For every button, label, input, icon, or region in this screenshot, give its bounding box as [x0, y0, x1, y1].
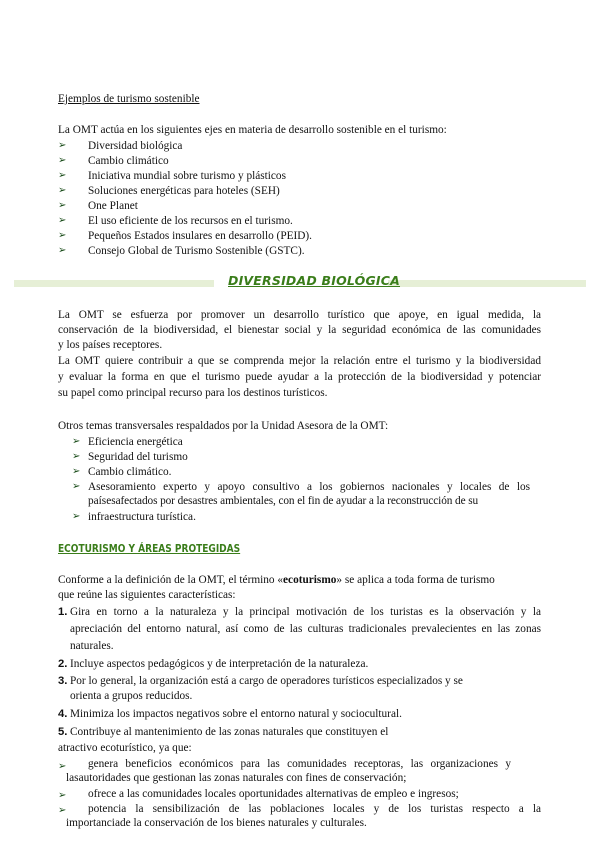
list-item: Consejo Global de Turismo Sostenible (GSTC). [88, 245, 305, 257]
list-item: Cambio climático. [88, 466, 172, 478]
examples-heading: Ejemplos de turismo sostenible [58, 93, 200, 105]
bullet-arrow-icon: ➢ [58, 761, 67, 772]
list-item: Soluciones energéticas para hoteles (SEH) [88, 185, 280, 197]
list-item: Seguridad del turismo [88, 451, 188, 463]
list-item: Diversidad biológica [88, 140, 183, 152]
item-number: 5. [58, 726, 68, 738]
item-number: 4. [58, 708, 68, 720]
bullet-arrow-icon: ➢ [58, 230, 67, 241]
bullet-arrow-icon: ➢ [72, 451, 81, 462]
bullet-arrow-icon: ➢ [58, 140, 67, 151]
paragraph-line: su papel como principal recurso para los destinos turísticos. [58, 387, 328, 399]
intro-text: La OMT actúa en los siguientes ejes en materia de desarrollo sostenible en el turismo: [58, 124, 447, 136]
paragraph-line: y los países receptores. [58, 339, 163, 351]
list-item-continued: atractivo ecoturístico, ya que: [58, 742, 192, 754]
item-number: 1. [58, 606, 68, 618]
list-item-continued: apreciación del entorno natural, así como de las culturas tradicionales prevalecientes en las zonas [70, 623, 541, 635]
list-item: Por lo general, la organización está a cargo de operadores turísticos especializados y se [70, 675, 463, 687]
item-number: 3. [58, 675, 68, 687]
title-band-left [14, 280, 214, 287]
list-item: Gira en torno a la naturaleza y la principal motivación de los turistas es la observación y la [70, 606, 541, 618]
list-item: Pequeños Estados insulares en desarrollo (PEID). [88, 230, 313, 242]
bullet-arrow-icon: ➢ [72, 466, 81, 477]
bullet-arrow-icon: ➢ [58, 200, 67, 211]
bullet-arrow-icon: ➢ [58, 805, 67, 816]
list-item-continued: orienta a grupos reducidos. [70, 690, 193, 702]
item-number: 2. [58, 658, 68, 670]
list-item: infraestructura turística. [88, 511, 196, 523]
list-item-continued: lasautoridades que gestionan las zonas naturales con fines de conservación; [66, 772, 407, 784]
list-item: Iniciativa mundial sobre turismo y plásticos [88, 170, 286, 182]
bullet-arrow-icon: ➢ [58, 170, 67, 181]
bullet-arrow-icon: ➢ [58, 215, 67, 226]
paragraph-line: La OMT se esfuerza por promover un desarrollo turístico que apoye, en igual medida, la [58, 309, 541, 321]
list-item: potencia la sensibilización de las poblaciones locales y de los turistas respecto a la [88, 803, 541, 815]
list-item-continued: importanciade la conservación de los bienes naturales y culturales. [66, 817, 367, 829]
list-item-continued: paísesafectados por desastres ambientales, con el fin de ayudar a la reconstrucción de su [88, 495, 479, 507]
bullet-arrow-icon: ➢ [72, 436, 81, 447]
list-item-continued: naturales. [70, 640, 114, 652]
title-band-right [388, 280, 586, 287]
other-topics-text: Otros temas transversales respaldados por la Unidad Asesora de la OMT: [58, 420, 389, 432]
bullet-arrow-icon: ➢ [72, 481, 81, 492]
paragraph-line: conservación de la biodiversidad, el bienestar social y la seguridad económica de las comunidades [58, 324, 541, 336]
list-item: genera beneficios económicos para las comunidades receptoras, las organizaciones y [88, 758, 511, 770]
paragraph-line: y evaluar la forma en que el turismo puede ayudar a la protección de la biodiversidad y potenciar [58, 371, 541, 383]
list-item: Eficiencia energética [88, 436, 183, 448]
bullet-arrow-icon: ➢ [58, 790, 67, 801]
bullet-arrow-icon: ➢ [58, 155, 67, 166]
list-item: ofrece a las comunidades locales oportunidades alternativas de empleo e ingresos; [88, 788, 459, 800]
eco-intro: Conforme a la definición de la OMT, el término «ecoturismo» se aplica a toda forma de turismo [58, 574, 495, 586]
bullet-arrow-icon: ➢ [58, 185, 67, 196]
list-item: Minimiza los impactos negativos sobre el entorno natural y sociocultural. [70, 708, 402, 720]
bullet-arrow-icon: ➢ [72, 511, 81, 522]
section-title-ecotourism: ECOTURISMO Y ÁREAS PROTEGIDAS [58, 542, 241, 555]
section-title-biodiversity: DIVERSIDAD BIOLÓGICA [228, 273, 401, 288]
list-item: Incluye aspectos pedagógicos y de interpretación de la naturaleza. [70, 658, 369, 670]
paragraph-line: La OMT quiere contribuir a que se comprenda mejor la relación entre el turismo y la biodiversidad [58, 355, 541, 367]
eco-intro-2: que reúne las siguientes características: [58, 589, 236, 601]
list-item: El uso eficiente de los recursos en el turismo. [88, 215, 293, 227]
list-item: One Planet [88, 200, 138, 212]
list-item: Contribuye al mantenimiento de las zonas naturales que constituyen el [70, 726, 389, 738]
list-item: Cambio climático [88, 155, 169, 167]
list-item: Asesoramiento experto y apoyo consultivo a los gobiernos nacionales y locales de los [88, 481, 530, 493]
bullet-arrow-icon: ➢ [58, 245, 67, 256]
